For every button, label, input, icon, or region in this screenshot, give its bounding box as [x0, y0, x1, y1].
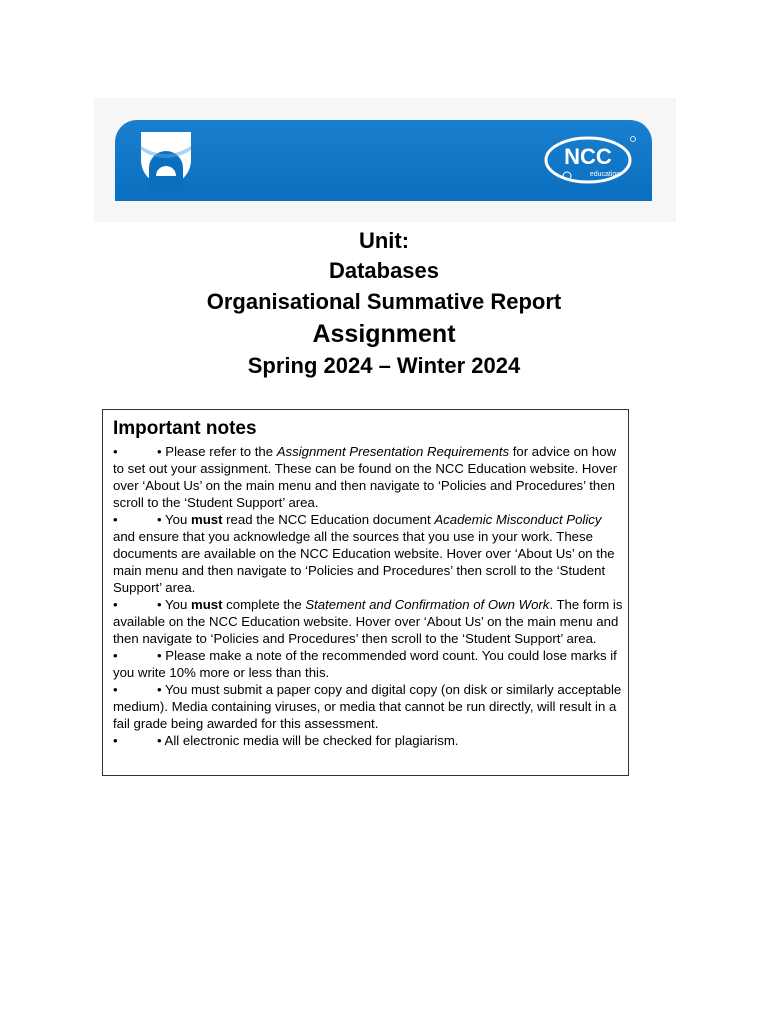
note-emphasis: Statement and Confirmation of Own Work: [305, 597, 550, 612]
note-item: [113, 681, 625, 732]
bullet: •: [113, 444, 118, 459]
note-item: [113, 596, 625, 647]
note-text: . The form is available on the NCC Education website. Hover over ‘About Us’ on the main menu and then navigate to ‘Policies and Procedures’ then scroll to the ‘Student Support’ area.: [113, 597, 623, 646]
title-block: [0, 226, 768, 381]
bullet: •: [113, 512, 118, 527]
ncc-education-logo: [543, 134, 637, 186]
note-item: [113, 511, 625, 596]
note-strong: must: [190, 597, 223, 612]
note-text: read the NCC Education document: [222, 512, 435, 527]
ncc-logo-subtext: education: [589, 171, 621, 178]
term-range: Spring 2024 – Winter 2024: [247, 353, 521, 378]
note-strong: must: [190, 512, 223, 527]
unit-label: Unit:: [358, 228, 410, 253]
note-text: • Please make a note of the recommended word count. You could lose marks if you write 10% more or less than this.: [113, 648, 617, 680]
note-emphasis: Academic Misconduct Policy: [434, 512, 602, 527]
note-item: [113, 443, 625, 511]
note-text: • You: [157, 597, 191, 612]
note-text: and ensure that you acknowledge all the sources that you use in your work. These documents are available on the NCC Education website. Hover over ‘About Us’ on the main menu and then navigate to ‘Policies and Procedures’ then scroll to the ‘Student Support’ area.: [113, 529, 615, 595]
note-emphasis: Assignment Presentation Requirements: [276, 444, 510, 459]
assignment-label: Assignment: [312, 320, 456, 348]
report-title: Organisational Summative Report: [206, 289, 562, 314]
ncc-logo-text: NCC: [564, 144, 612, 169]
note-text: for advice on how to set out your assignment. These can be found on the NCC Education website. Hover over ‘About Us’ on the main menu and then navigate to ‘Policies and Procedures’ then scroll to the ‘Student Support’ area.: [113, 444, 618, 510]
note-text: • You must submit a paper copy and digital copy (on disk or similarly acceptable medium). Media containing viruses, or media that cannot be run directly, will result in a fail grade being awarded for this assessment.: [113, 682, 622, 731]
bullet: •: [113, 597, 118, 612]
important-notes-box: [102, 409, 629, 776]
unit-name: Databases: [328, 258, 440, 283]
notes-list: [113, 443, 625, 749]
shield-icon: [141, 132, 191, 190]
bullet: •: [113, 648, 118, 663]
note-text: complete the: [222, 597, 306, 612]
note-item: [113, 732, 625, 749]
note-item: [113, 647, 625, 681]
note-text: • Please refer to the: [157, 444, 277, 459]
bullet: •: [113, 733, 118, 748]
note-text: • You: [157, 512, 191, 527]
note-text: • All electronic media will be checked for plagiarism.: [157, 733, 459, 748]
notes-heading: Important notes: [113, 418, 257, 439]
bullet: •: [113, 682, 118, 697]
